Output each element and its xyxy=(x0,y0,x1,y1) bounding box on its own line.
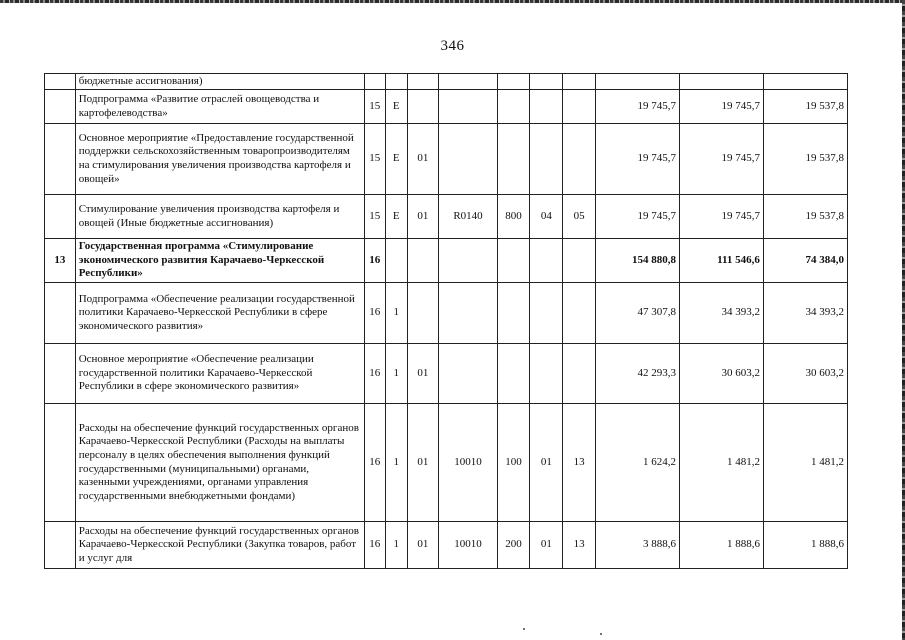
code-expense-direction: R0140 xyxy=(439,195,497,239)
code-expense-direction xyxy=(439,283,497,344)
row-number xyxy=(45,124,76,195)
table-row xyxy=(45,90,848,124)
code-section xyxy=(530,74,563,90)
code-subsection xyxy=(563,124,596,195)
code-event xyxy=(407,74,439,90)
code-event: 01 xyxy=(407,195,439,239)
code-section: 01 xyxy=(530,522,563,569)
code-event xyxy=(407,283,439,344)
code-event: 01 xyxy=(407,124,439,195)
code-expense-type xyxy=(497,239,530,283)
code-expense-direction xyxy=(439,74,497,90)
table-row xyxy=(45,195,848,239)
amount-year-3: 30 603,2 xyxy=(763,344,847,404)
budget-table xyxy=(44,73,848,569)
amount-year-2: 111 546,6 xyxy=(679,239,763,283)
amount-year-2: 1 481,2 xyxy=(679,404,763,522)
code-expense-type xyxy=(497,124,530,195)
amount-year-3: 34 393,2 xyxy=(763,283,847,344)
code-expense-type xyxy=(497,283,530,344)
code-section xyxy=(530,283,563,344)
code-program: 16 xyxy=(364,283,386,344)
table-row xyxy=(45,522,848,569)
code-subprogram: Е xyxy=(386,90,408,124)
row-number xyxy=(45,522,76,569)
row-number xyxy=(45,90,76,124)
amount-year-1: 154 880,8 xyxy=(595,239,679,283)
amount-year-2: 34 393,2 xyxy=(679,283,763,344)
code-program: 16 xyxy=(364,404,386,522)
code-subsection xyxy=(563,74,596,90)
table-row xyxy=(45,283,848,344)
code-expense-direction xyxy=(439,239,497,283)
code-program: 15 xyxy=(364,124,386,195)
code-event: 01 xyxy=(407,344,439,404)
amount-year-2 xyxy=(679,74,763,90)
row-number xyxy=(45,283,76,344)
code-program: 16 xyxy=(364,239,386,283)
code-subprogram xyxy=(386,74,408,90)
code-event: 01 xyxy=(407,522,439,569)
code-program: 15 xyxy=(364,90,386,124)
code-subsection: 05 xyxy=(563,195,596,239)
table-row xyxy=(45,239,848,283)
code-expense-direction xyxy=(439,124,497,195)
code-subsection: 13 xyxy=(563,404,596,522)
page-number: 346 xyxy=(440,38,465,54)
code-section xyxy=(530,124,563,195)
table-row xyxy=(45,344,848,404)
table-row xyxy=(45,404,848,522)
row-number xyxy=(45,74,76,90)
amount-year-3: 19 537,8 xyxy=(763,124,847,195)
scan-edge-top xyxy=(0,0,905,3)
row-number: 13 xyxy=(45,239,76,283)
row-number xyxy=(45,404,76,522)
code-section: 01 xyxy=(530,404,563,522)
code-event xyxy=(407,239,439,283)
amount-year-3: 1 888,6 xyxy=(763,522,847,569)
amount-year-1: 1 624,2 xyxy=(595,404,679,522)
row-name: Стимулирование увеличения производства картофеля и овощей (Иные бюджетные ассигнования) xyxy=(75,195,364,239)
code-subsection xyxy=(563,239,596,283)
row-name: Расходы на обеспечение функций государственных органов Карачаево-Черкесской Республики (Закупка товаров, работ и услуг для xyxy=(75,522,364,569)
code-expense-direction xyxy=(439,344,497,404)
row-name: Основное мероприятие «Предоставление государственной поддержки сельскохозяйственным товаропроизводителям на стимулирования увеличения производства картофеля и овощей» xyxy=(75,124,364,195)
table-row xyxy=(45,124,848,195)
code-subprogram: Е xyxy=(386,195,408,239)
code-subsection xyxy=(563,90,596,124)
amount-year-3: 1 481,2 xyxy=(763,404,847,522)
amount-year-3: 19 537,8 xyxy=(763,195,847,239)
table-body xyxy=(45,74,848,569)
code-program: 16 xyxy=(364,344,386,404)
code-subsection xyxy=(563,344,596,404)
row-name: Подпрограмма «Развитие отраслей овощеводства и картофелеводства» xyxy=(75,90,364,124)
code-expense-type xyxy=(497,90,530,124)
amount-year-1 xyxy=(595,74,679,90)
amount-year-2: 30 603,2 xyxy=(679,344,763,404)
code-section xyxy=(530,239,563,283)
code-subprogram: 1 xyxy=(386,522,408,569)
amount-year-2: 19 745,7 xyxy=(679,90,763,124)
amount-year-1: 19 745,7 xyxy=(595,90,679,124)
code-expense-direction xyxy=(439,90,497,124)
code-event xyxy=(407,90,439,124)
amount-year-3 xyxy=(763,74,847,90)
row-name: Государственная программа «Стимулирование экономического развития Карачаево-Черкесской Республики» xyxy=(75,239,364,283)
amount-year-3: 19 537,8 xyxy=(763,90,847,124)
amount-year-3: 74 384,0 xyxy=(763,239,847,283)
code-expense-direction: 10010 xyxy=(439,404,497,522)
code-program: 15 xyxy=(364,195,386,239)
row-name: Расходы на обеспечение функций государственных органов Карачаево-Черкесской Республики (Расходы на выплаты персоналу в целях обеспечения выполнения функций государственными (муниципальными) органами, казенными учреждениями, органами управления государственными внебюджетными фондами) xyxy=(75,404,364,522)
amount-year-1: 19 745,7 xyxy=(595,124,679,195)
row-name: Основное мероприятие «Обеспечение реализации государственной политики Карачаево-Черкесской Республики в сфере экономического развития» xyxy=(75,344,364,404)
code-expense-type: 800 xyxy=(497,195,530,239)
code-expense-type: 200 xyxy=(497,522,530,569)
amount-year-2: 19 745,7 xyxy=(679,195,763,239)
scan-speck xyxy=(523,628,525,630)
amount-year-1: 19 745,7 xyxy=(595,195,679,239)
code-subprogram: 1 xyxy=(386,344,408,404)
row-number xyxy=(45,344,76,404)
code-subsection: 13 xyxy=(563,522,596,569)
row-name: Подпрограмма «Обеспечение реализации государственной политики Карачаево-Черкесской Республики в сфере экономического развития» xyxy=(75,283,364,344)
code-expense-type: 100 xyxy=(497,404,530,522)
code-subprogram: Е xyxy=(386,124,408,195)
code-expense-direction: 10010 xyxy=(439,522,497,569)
scan-speck xyxy=(600,633,602,635)
code-section: 04 xyxy=(530,195,563,239)
table-row xyxy=(45,74,848,90)
amount-year-2: 19 745,7 xyxy=(679,124,763,195)
amount-year-1: 42 293,3 xyxy=(595,344,679,404)
code-section xyxy=(530,344,563,404)
code-program xyxy=(364,74,386,90)
code-subprogram: 1 xyxy=(386,283,408,344)
row-name: бюджетные ассигнования) xyxy=(75,74,364,90)
code-event: 01 xyxy=(407,404,439,522)
amount-year-1: 47 307,8 xyxy=(595,283,679,344)
code-program: 16 xyxy=(364,522,386,569)
code-subprogram xyxy=(386,239,408,283)
code-subsection xyxy=(563,283,596,344)
amount-year-1: 3 888,6 xyxy=(595,522,679,569)
code-expense-type xyxy=(497,344,530,404)
row-number xyxy=(45,195,76,239)
amount-year-2: 1 888,6 xyxy=(679,522,763,569)
code-expense-type xyxy=(497,74,530,90)
code-subprogram: 1 xyxy=(386,404,408,522)
code-section xyxy=(530,90,563,124)
